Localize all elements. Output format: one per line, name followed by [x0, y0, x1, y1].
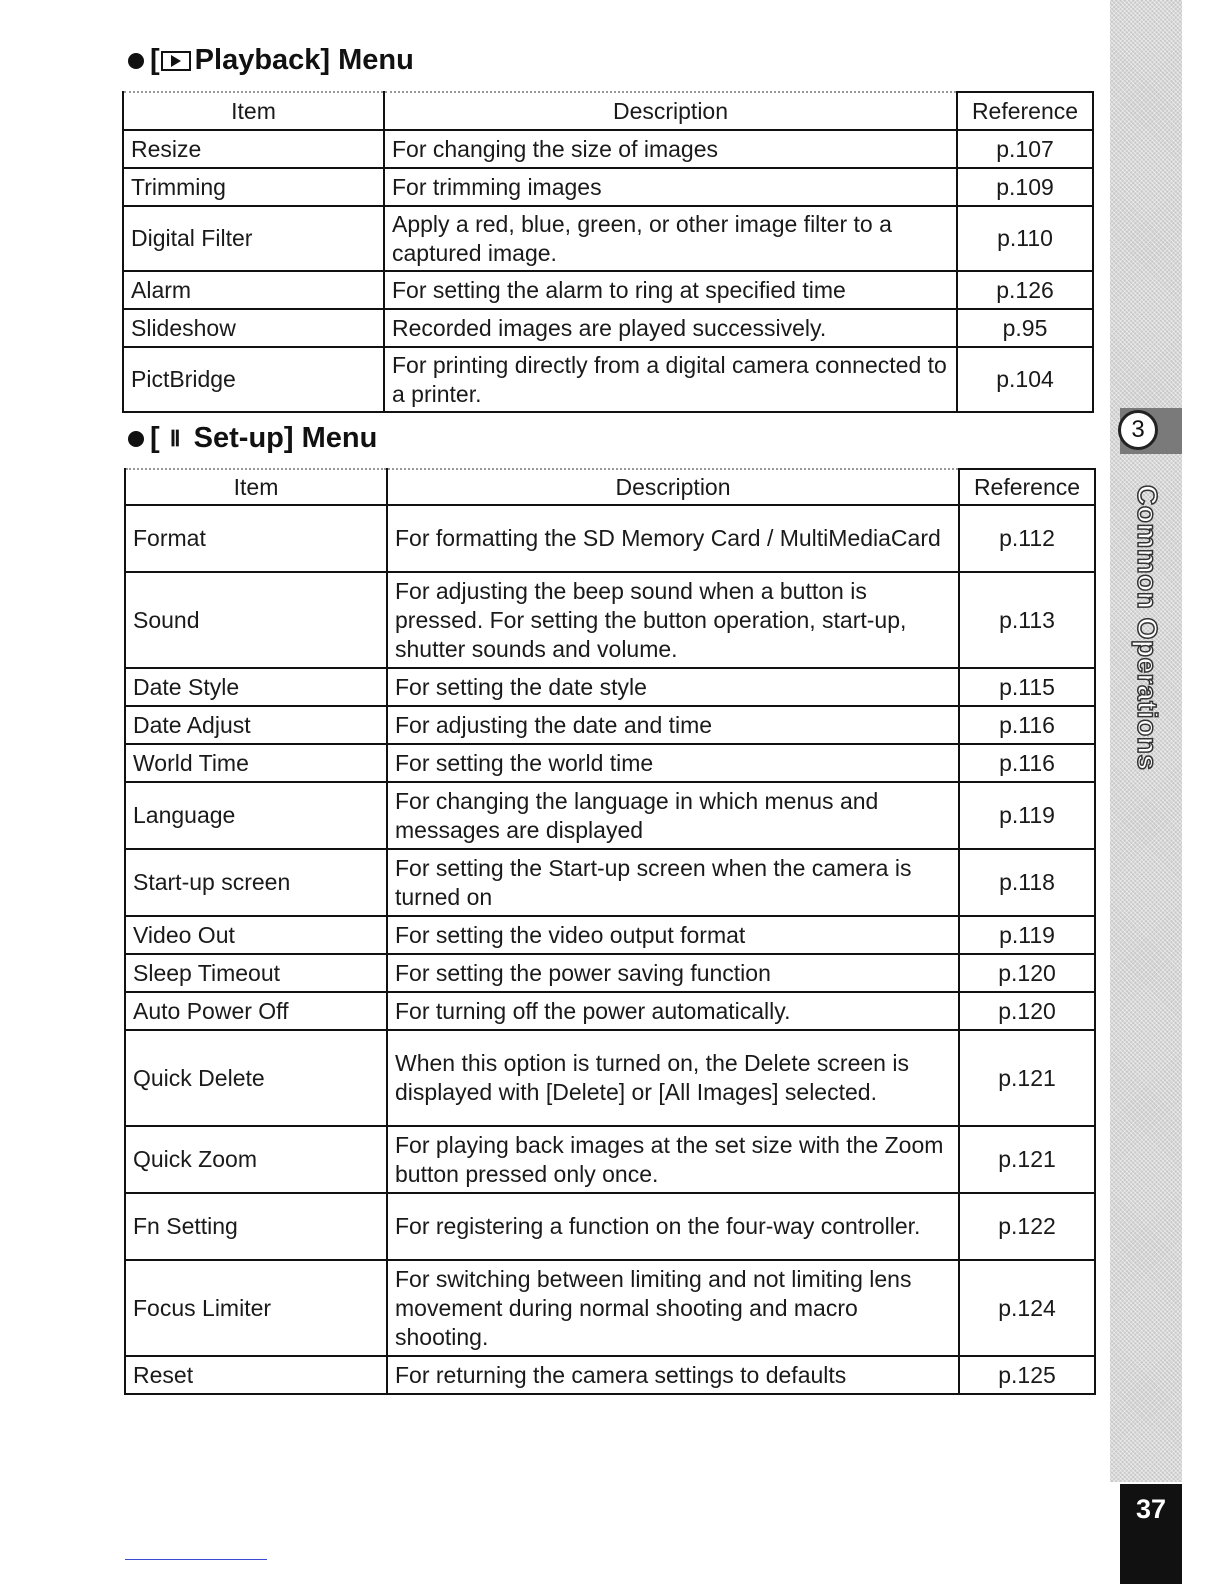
table-row — [125, 992, 1095, 1030]
table-row — [125, 505, 1095, 572]
description-cell: For adjusting the date and time — [387, 706, 959, 744]
reference-cell: p.116 — [959, 706, 1095, 744]
table-row — [123, 130, 1093, 168]
table-row — [125, 782, 1095, 849]
table-row — [123, 309, 1093, 347]
chapter-number: 3 — [1118, 410, 1158, 450]
reference-cell: p.126 — [957, 271, 1093, 309]
item-cell: Focus Limiter — [125, 1260, 387, 1356]
table-row — [123, 271, 1093, 309]
description-cell: For adjusting the beep sound when a button is pressed. For setting the button operation, start-up, shutter sounds and volume. — [387, 572, 959, 668]
table-row — [125, 1260, 1095, 1356]
item-cell: Trimming — [123, 168, 384, 206]
description-cell: For setting the video output format — [387, 916, 959, 954]
item-cell: Language — [125, 782, 387, 849]
table-row — [125, 1030, 1095, 1126]
table-row — [123, 206, 1093, 271]
table-row — [125, 1356, 1095, 1394]
description-cell: For setting the alarm to ring at specified time — [384, 271, 957, 309]
description-cell: For registering a function on the four-way controller. — [387, 1193, 959, 1260]
item-cell: World Time — [125, 744, 387, 782]
playback-menu-title: Playback] Menu — [194, 44, 414, 76]
description-cell: For printing directly from a digital camera connected to a printer. — [384, 347, 957, 412]
reference-cell: p.120 — [959, 954, 1095, 992]
description-cell: For setting the Start-up screen when the camera is turned on — [387, 849, 959, 916]
description-cell: For setting the world time — [387, 744, 959, 782]
description-cell: When this option is turned on, the Delete screen is displayed with [Delete] or [All Images] selected. — [387, 1030, 959, 1126]
item-cell: Format — [125, 505, 387, 572]
description-cell: For setting the power saving function — [387, 954, 959, 992]
item-cell: Digital Filter — [123, 206, 384, 271]
table-row — [125, 572, 1095, 668]
description-cell: For turning off the power automatically. — [387, 992, 959, 1030]
playback-icon — [161, 51, 191, 71]
description-cell: For setting the date style — [387, 668, 959, 706]
reference-cell: p.121 — [959, 1126, 1095, 1193]
reference-cell: p.110 — [957, 206, 1093, 271]
bullet-icon — [128, 53, 144, 69]
reference-cell: p.107 — [957, 130, 1093, 168]
reference-cell: p.121 — [959, 1030, 1095, 1126]
playback-menu-table — [122, 91, 1094, 413]
footer-rule — [125, 1559, 267, 1560]
reference-cell: p.122 — [959, 1193, 1095, 1260]
item-cell: Fn Setting — [125, 1193, 387, 1260]
item-cell: Date Adjust — [125, 706, 387, 744]
description-cell: Recorded images are played successively. — [384, 309, 957, 347]
bracket-open: [ — [150, 44, 160, 76]
setup-menu-title: Set-up] Menu — [193, 422, 378, 454]
item-cell: Auto Power Off — [125, 992, 387, 1030]
table-row — [125, 954, 1095, 992]
item-cell: Slideshow — [123, 309, 384, 347]
table-row — [123, 168, 1093, 206]
reference-cell: p.119 — [959, 916, 1095, 954]
item-cell: Quick Delete — [125, 1030, 387, 1126]
item-cell: PictBridge — [123, 347, 384, 412]
page-number: 37 — [1135, 1494, 1167, 1524]
item-cell: Video Out — [125, 916, 387, 954]
chapter-title-container — [1112, 468, 1182, 788]
reference-cell: p.104 — [957, 347, 1093, 412]
description-cell: Apply a red, blue, green, or other image filter to a captured image. — [384, 206, 957, 271]
reference-cell: p.95 — [957, 309, 1093, 347]
description-cell: For trimming images — [384, 168, 957, 206]
reference-cell: p.124 — [959, 1260, 1095, 1356]
bullet-icon — [128, 431, 144, 447]
table-row — [125, 849, 1095, 916]
playback-menu-heading — [128, 44, 414, 77]
description-cell: For switching between limiting and not limiting lens movement during normal shooting and macro shooting. — [387, 1260, 959, 1356]
setup-menu-heading — [128, 422, 377, 455]
header-description: Description — [387, 469, 959, 505]
table-row — [125, 668, 1095, 706]
reference-cell: p.112 — [959, 505, 1095, 572]
reference-cell: p.125 — [959, 1356, 1095, 1394]
table-row — [125, 916, 1095, 954]
header-reference: Reference — [959, 469, 1095, 505]
page-number-box — [1120, 1484, 1182, 1584]
description-cell: For formatting the SD Memory Card / MultiMediaCard — [387, 505, 959, 572]
item-cell: Quick Zoom — [125, 1126, 387, 1193]
table-row — [123, 347, 1093, 412]
item-cell: Date Style — [125, 668, 387, 706]
table-row — [125, 1193, 1095, 1260]
reference-cell: p.119 — [959, 782, 1095, 849]
description-cell: For changing the size of images — [384, 130, 957, 168]
header-item: Item — [125, 469, 387, 505]
reference-cell: p.118 — [959, 849, 1095, 916]
item-cell: Alarm — [123, 271, 384, 309]
item-cell: Sleep Timeout — [125, 954, 387, 992]
reference-cell: p.120 — [959, 992, 1095, 1030]
reference-cell: p.116 — [959, 744, 1095, 782]
description-cell: For playing back images at the set size with the Zoom button pressed only once. — [387, 1126, 959, 1193]
header-reference: Reference — [957, 92, 1093, 130]
item-cell: Reset — [125, 1356, 387, 1394]
item-cell: Start-up screen — [125, 849, 387, 916]
reference-cell: p.113 — [959, 572, 1095, 668]
description-cell: For changing the language in which menus and messages are displayed — [387, 782, 959, 849]
reference-cell: p.109 — [957, 168, 1093, 206]
setup-menu-table — [124, 468, 1096, 1395]
tools-icon: Ⅱ — [169, 425, 180, 451]
header-item: Item — [123, 92, 384, 130]
reference-cell: p.115 — [959, 668, 1095, 706]
description-cell: For returning the camera settings to defaults — [387, 1356, 959, 1394]
header-description: Description — [384, 92, 957, 130]
table-row — [125, 706, 1095, 744]
table-row — [125, 744, 1095, 782]
table-row — [125, 1126, 1095, 1193]
item-cell: Sound — [125, 572, 387, 668]
bracket-open: [ — [150, 422, 160, 454]
chapter-title: Common Operations — [1132, 485, 1163, 771]
item-cell: Resize — [123, 130, 384, 168]
